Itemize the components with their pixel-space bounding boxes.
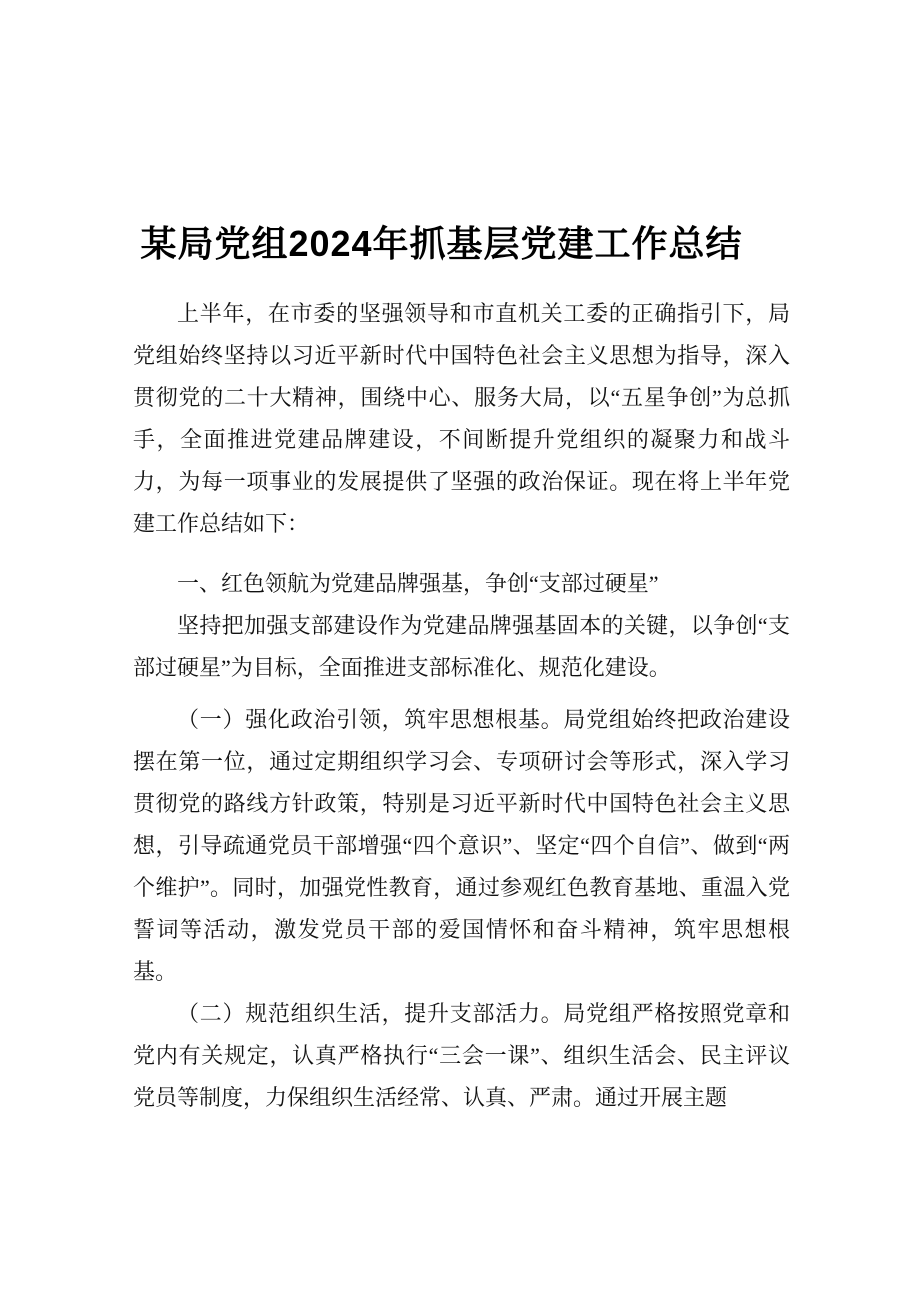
paragraph-sub-item-2: （二）规范组织生活，提升支部活力。局党组严格按照党章和党内有关规定，认真严格执行“三会一课”、组织生活会、民主评议党员等制度，力保组织生活经常、认真、严肃。通过开展主题 bbox=[133, 1001, 790, 1110]
paragraph-intro: 上半年，在市委的坚强领导和市直机关工委的正确指引下，局党组始终坚持以习近平新时代中国特色社会主义思想为指导，深入贯彻党的二十大精神，围绕中心、服务大局，以“五星争创”为总抓手，全面推进党建品牌建设，不间断提升党组织的凝聚力和战斗力，为每一项事业的发展提供了坚强的政治保证。现在将上半年党建工作总结如下： bbox=[133, 301, 790, 536]
section-heading-1: 一、红色领航为党建品牌强基，争创“支部过硬星” bbox=[177, 571, 659, 596]
paragraph-section-lead: 坚持把加强支部建设作为党建品牌强基固本的关键，以争创“支部过硬星”为目标，全面推进支部标准化、规范化建设。 bbox=[133, 613, 790, 680]
document-title: 某局党组2024年抓基层党建工作总结 bbox=[140, 223, 743, 264]
paragraph-sub-item-1: （一）强化政治引领，筑牢思想根基。局党组始终把政治建设摆在第一位，通过定期组织学习会、专项研讨会等形式，深入学习贯彻党的路线方针政策，特别是习近平新时代中国特色社会主义思想，引导疏通党员干部增强“四个意识”、坚定“四个自信”、做到“两个维护”。同时，加强党性教育，通过参观红色教育基地、重温入党誓词等活动，激发党员干部的爱国情怀和奋斗精神，筑牢思想根基。 bbox=[133, 707, 790, 984]
